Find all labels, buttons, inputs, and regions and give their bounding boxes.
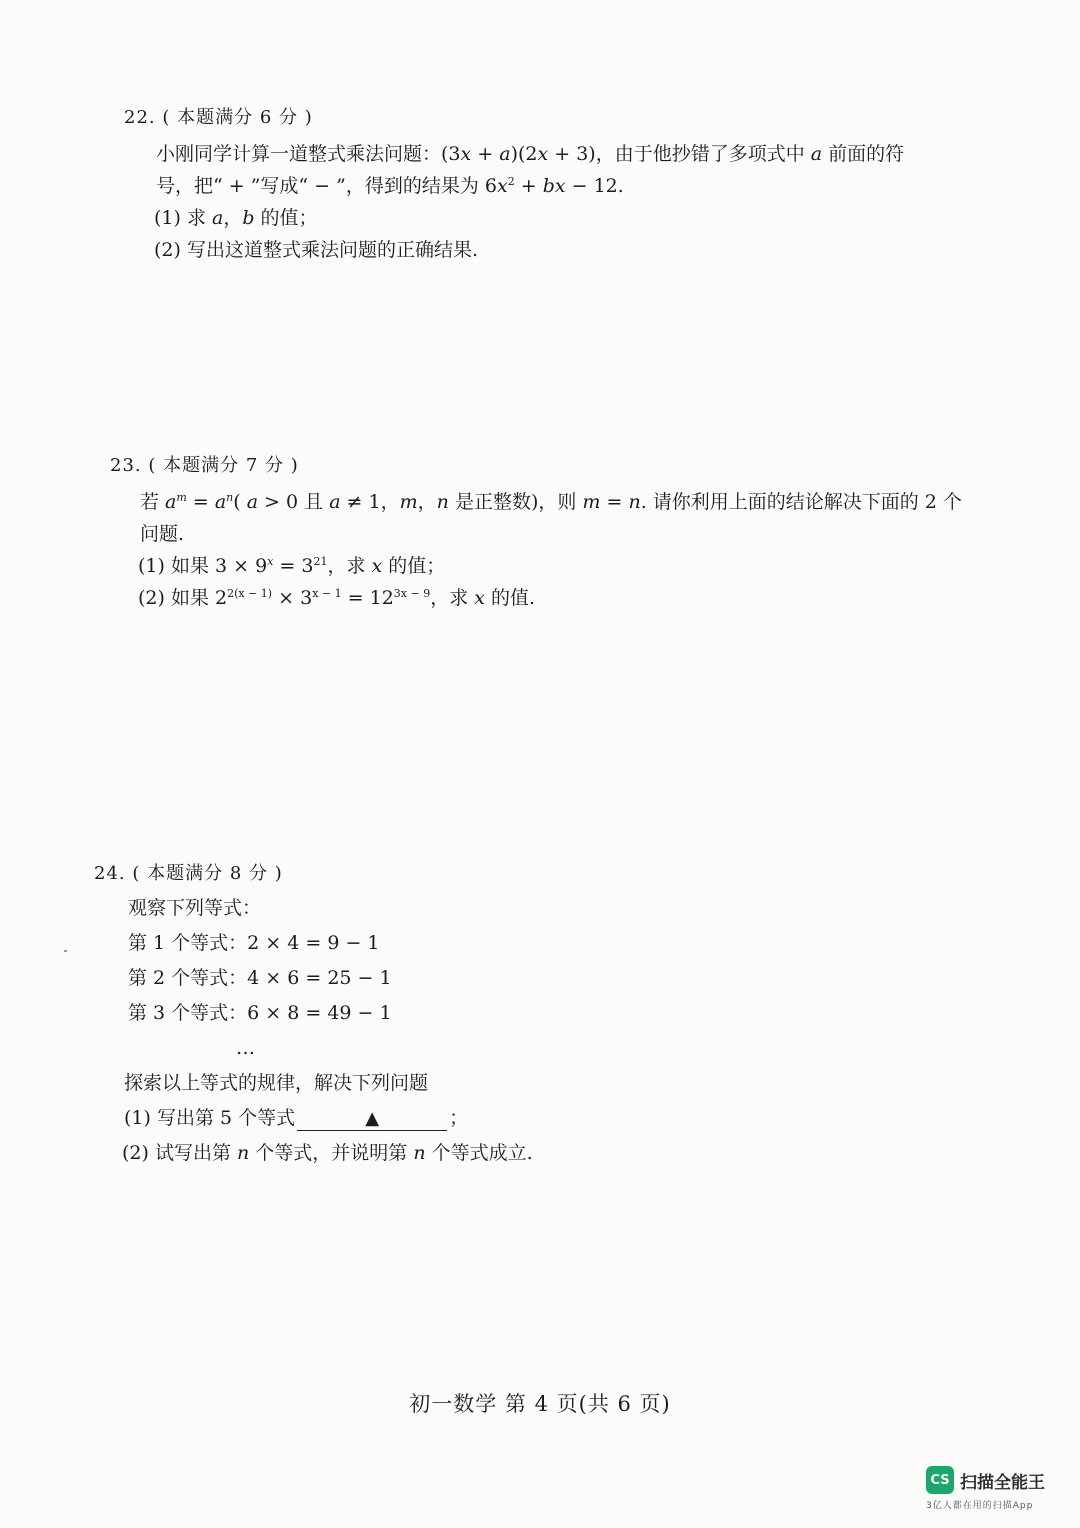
page-footer: 初一数学 第 4 页(共 6 页) bbox=[409, 1392, 671, 1416]
question-23-header: 23. ( 本题满分 7 分 ) bbox=[110, 455, 299, 476]
question-24-part-1: (1) 写出第 5 个等式 ▲ ； bbox=[124, 1107, 469, 1129]
question-24-header: 24. ( 本题满分 8 分 ) bbox=[94, 863, 283, 884]
question-23-line-2: 问题. bbox=[140, 523, 185, 545]
question-22 bbox=[124, 102, 904, 266]
ellipsis: … bbox=[236, 1037, 255, 1059]
question-24-part-2: (2) 试写出第 n 个等式，并说明第 n 个等式成立. bbox=[122, 1142, 533, 1164]
question-24-explore: 探索以上等式的规律，解决下列问题 bbox=[124, 1072, 429, 1094]
equation-2: 第 2 个等式：4 × 6 = 25 − 1 bbox=[128, 967, 392, 989]
question-22-header: 22. ( 本题满分 6 分 ) bbox=[124, 107, 313, 128]
question-23-part-1: (1) 如果 $3 \times 9^x = 3^{21}$，求 x 的值； bbox=[138, 555, 446, 577]
question-23 bbox=[110, 450, 962, 614]
equation-1: 第 1 个等式：2 × 4 = 9 − 1 bbox=[128, 932, 380, 954]
question-23-line-1: 若 $a^m = a^n$( a > 0 且 a ≠ 1，m，n 是正整数)，则 m = n. 请你利用上面的结论解决下面的 2 个 bbox=[140, 491, 962, 513]
equation-3: 第 3 个等式：6 × 8 = 49 − 1 bbox=[128, 1002, 392, 1024]
question-22-part-1: (1) 求 a，b 的值； bbox=[154, 207, 318, 229]
question-22-line-2: 号，把“ + ”写成“ − ”，得到的结果为 $6x^2$ + bx − 12. bbox=[156, 175, 624, 197]
question-24 bbox=[94, 856, 533, 1171]
camscanner-watermark bbox=[926, 1466, 1056, 1511]
camscanner-logo-icon: CS bbox=[926, 1466, 954, 1494]
question-22-part-2: (2) 写出这道整式乘法问题的正确结果. bbox=[154, 239, 478, 261]
triangle-marker-icon: ▲ bbox=[365, 1108, 380, 1129]
question-24-intro: 观察下列等式： bbox=[128, 897, 262, 919]
watermark-title: 扫描全能王 bbox=[960, 1472, 1045, 1493]
answer-blank[interactable] bbox=[297, 1107, 447, 1131]
question-23-part-2: (2) 如果 $2^{2(x - 1)} \times 3^{x - 1} = 12^{3x - 9}$，求 x 的值. bbox=[138, 587, 536, 609]
question-22-line-1: 小刚同学计算一道整式乘法问题：(3x + a)(2x + 3)，由于他抄错了多项式中 a 前面的符 bbox=[156, 143, 905, 165]
watermark-subtitle: 3亿人都在用的扫描App bbox=[926, 1501, 1034, 1511]
scan-speck bbox=[64, 950, 67, 952]
